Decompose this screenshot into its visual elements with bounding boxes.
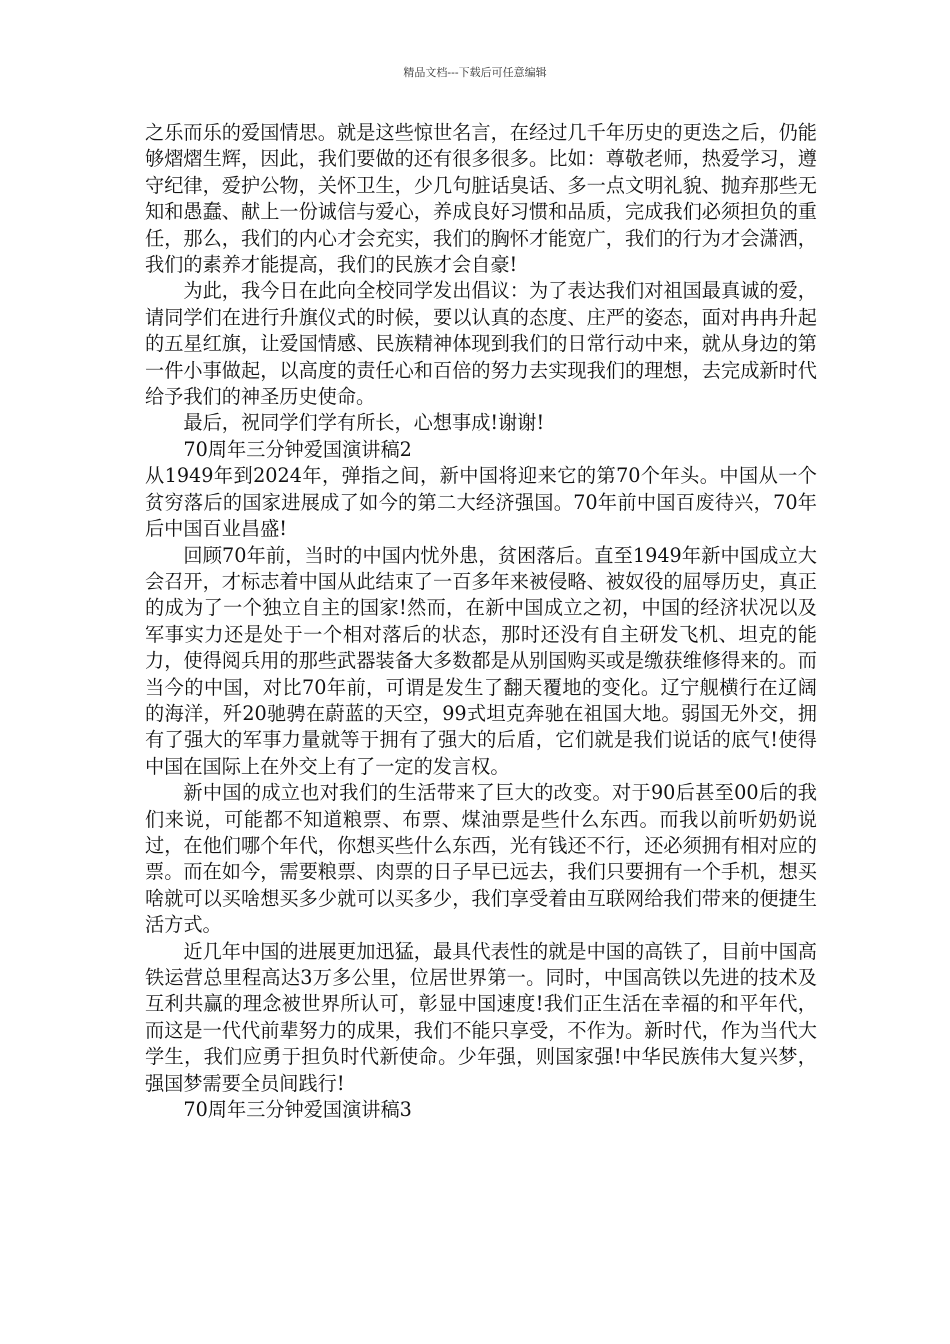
document-body (145, 120, 817, 1123)
speech-title-3: 70周年三分钟爱国演讲稿3 (183, 1098, 412, 1122)
paragraph-history: 回顾70年前，当时的中国内忧外患，贫困落后。直至1949年新中国成立大会召开，才标志着中国从此结束了一百多年来被侵略、被奴役的屈辱历史，真正的成为了一个独立自主的国家!然而，在新中国成立之初，中国的经济状况以及军事实力还是处于一个相对落后的状态，那时还没有自主研发飞机、坦克的能力，使得阅兵用的那些武器装备大多数都是从别国购买或是缴获维修得来的。而当今的中国，对比70年前，可谓是发生了翻天覆地的变化。辽宁舰横行在辽阔的海洋，歼20驰骋在蔚蓝的天空，99式坦克奔驰在祖国大地。弱国无外交，拥有了强大的军事力量就等于拥有了强大的后盾，它们就是我们说话的底气!使得中国在国际上在外交上有了一定的发言权。 (145, 543, 817, 778)
paragraph-continued: 之乐而乐的爱国情思。就是这些惊世名言，在经过几千年历史的更迭之后，仍能够熠熠生辉，因此，我们要做的还有很多很多。比如：尊敬老师，热爱学习，遵守纪律，爱护公物，关怀卫生，少几句脏话臭话、多一点文明礼貌、抛弃那些无知和愚蠢、献上一份诚信与爱心，养成良好习惯和品质，完成我们必须担负的重任，那么，我们的内心才会充实，我们的胸怀才能宽广，我们的行为才会潇洒，我们的素养才能提高，我们的民族才会自豪! (145, 121, 817, 277)
paragraph-high-speed-rail: 近几年中国的进展更加迅猛，最具代表性的就是中国的高铁了，目前中国高铁运营总里程高达3万多公里，位居世界第一。同时，中国高铁以先进的技术及互利共赢的理念被世界所认可，彰显中国速度!我们正生活在幸福的和平年代，而这是一代代前辈努力的成果，我们不能只享受，不作为。新时代，作为当代大学生，我们应勇于担负时代新使命。少年强，则国家强!中华民族伟大复兴梦，强国梦需要全员间践行! (145, 939, 817, 1095)
paragraph-initiative: 为此，我今日在此向全校同学发出倡议：为了表达我们对祖国最真诚的爱，请同学们在进行升旗仪式的时候，要以认真的态度、庄严的姿态，面对冉冉升起的五星红旗，让爱国情感、民族精神体现到我们的日常行动中来，就从身边的第一件小事做起，以高度的责任心和百倍的努力去实现我们的理想，去完成新时代给予我们的神圣历史使命。 (145, 279, 817, 409)
paragraph-life-change: 新中国的成立也对我们的生活带来了巨大的改变。对于90后甚至00后的我们来说，可能都不知道粮票、布票、煤油票是些什么东西。而我以前听奶奶说过，在他们哪个年代，你想买些什么东西，光有钱还不行，还必须拥有相对应的票。而在如今，需要粮票、肉票的日子早已远去，我们只要拥有一个手机，想买啥就可以买啥想买多少就可以买多少，我们享受着由互联网给我们带来的便捷生活方式。 (145, 781, 817, 937)
paragraph-intro-2: 从1949年到2024年，弹指之间，新中国将迎来它的第70个年头。中国从一个贫穷落后的国家进展成了如今的第二大经济强国。70年前中国百废待兴，70年后中国百业昌盛! (145, 464, 817, 541)
speech-title-2: 70周年三分钟爱国演讲稿2 (183, 437, 412, 461)
page-header: 精品文档---下载后可任意编辑 (403, 66, 547, 79)
paragraph-closing: 最后，祝同学们学有所长，心想事成!谢谢! (183, 411, 545, 435)
